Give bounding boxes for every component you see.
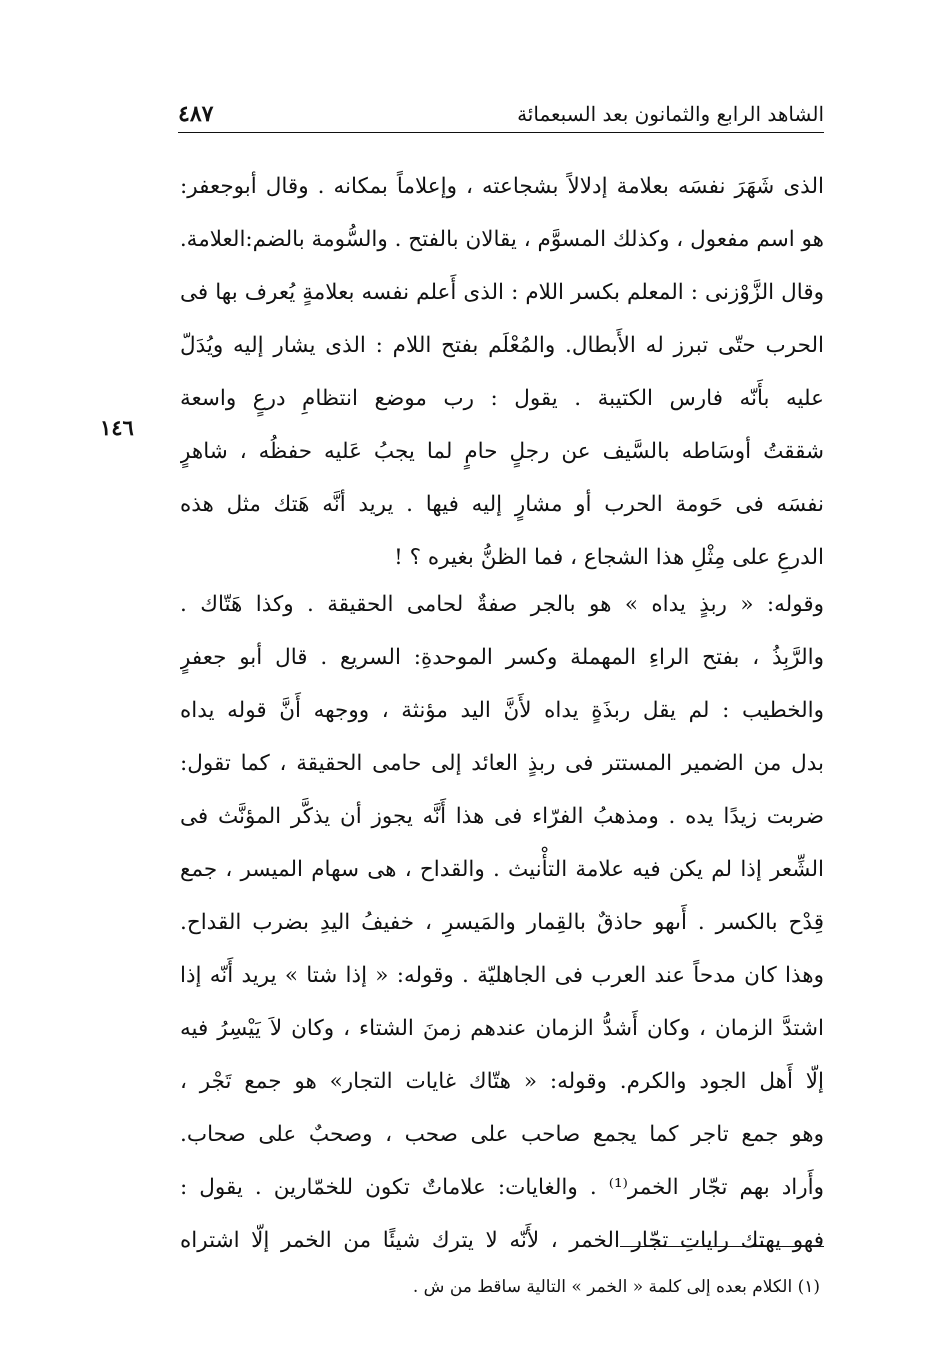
margin-reference-number: ١٤٦ — [100, 415, 134, 440]
text-line: وهو جمع تاجر كما يجمع صاحب على صحب ، وصحبٌ على صحاب. — [180, 1122, 824, 1147]
header-rule — [178, 132, 824, 133]
paragraph-2 — [180, 578, 824, 1267]
text-line: والخطيب : لم يقل ربذَةٍ يداه لأَنَّ اليد مؤنثة ، ووجهه أَنَّ قوله يداه — [180, 698, 824, 723]
text-line: قِدْح بالكسر . أَىهو حاذقٌ بالقِمار والمَيسرِ ، خفيفُ اليدِ بضرب القداح. — [180, 910, 824, 935]
text-line: شققتُ أوسَاطه بالسَّيف عن رجلٍ حامٍ لما يجبُ عَليه حفظُه ، شاهرٍ — [180, 439, 824, 464]
footnote: (١) الكلام بعده إلى كلمة « الخمر » التالية ساقط من ش . — [412, 1277, 820, 1297]
text-line: الحرب حتّى تبرز له الأَبطال. والمُعْلَم بفتح اللام : الذى يشار إليه ويُدَلّ — [180, 333, 824, 358]
text-line: بدل من الضمير المستتر فى ربذٍ العائد إلى حامى الحقيقة ، كما تقول: — [180, 751, 824, 776]
text-line: إلّا أَهل الجود والكرم. وقوله: « هتّاك غايات التجار» هو جمع تَجْر ، — [180, 1069, 824, 1094]
text-line: عليه بأَنّه فارس الكتيبة . يقول : رب موضع انتظامِ درعٍ واسعة — [180, 386, 824, 411]
page-number: ٤٨٧ — [178, 101, 214, 127]
text-line: فهو يهتك راياتِ تجّار الخمر ، لأَنّه لا يترك شيئًا من الخمر إلّا اشتراه — [180, 1228, 824, 1253]
text-line: وقال الزَّوْزنى : المعلم بكسر اللام : الذى أَعلم نفسه بعلامةٍ يُعرف بها فى — [180, 280, 824, 305]
running-header-title: الشاهد الرابع والثمانون بعد السبعمائة — [517, 102, 824, 126]
text-line: الشِّعر إذا لم يكن فيه علامة التأْنيث . والقداح ، هى سهام الميسر ، جمع — [180, 857, 824, 882]
text-line: وهذا كان مدحاً عند العرب فى الجاهليّة . وقوله: « إذا شتا » يريد أَنّه إذا — [180, 963, 824, 988]
footnote-rule — [620, 1246, 824, 1247]
text-line: الدرعِ على مِثْلِ هذا الشجاع ، فما الظنُّ بغيره ؟ ! — [394, 545, 824, 570]
text-line: ضربت زيدًا يده . ومذهبُ الفرّاء فى هذا أَنَّه يجوز أن يذكَّر المؤنَّث فى — [180, 804, 824, 829]
text-line: هو اسم مفعول ، وكذلك المسوَّم ، يقالان بالفتح . والسُّومة بالضم:العلامة. — [180, 227, 824, 252]
text-line: نفسَه فى حَومة الحرب أو مشارٍ إليه فيها . يريد أنَّه هَتك مثل هذه — [180, 492, 824, 517]
text-line: والرَّبِذُ ، بفتح الراءِ المهملة وكسر الموحدةِ: السريع . قال أبو جعفرٍ — [180, 645, 824, 670]
text-line: الذى شَهَرَ نفسَه بعلامة إدلالاً بشجاعته ، وإعلاماً بمكانه . وقال أبوجعفر: — [180, 174, 824, 199]
paragraph-1 — [180, 160, 824, 584]
text-line: وقوله: « ربذٍ يداه » هو بالجر صفةٌ لحامى الحقيقة . وكذا هَتّاك . — [180, 592, 824, 617]
text-line: اشتدَّ الزمان ، وكان أَشدُّ الزمان عندهم زمنَ الشتاء ، وكان لاَ يَيْسِرُ فيه — [180, 1016, 824, 1041]
text-line: وأَراد بهم تجّار الخمر⁽¹⁾ . والغايات: علاماتٌ تكون للخمّارين . يقول : — [180, 1175, 824, 1200]
running-header — [178, 92, 824, 128]
